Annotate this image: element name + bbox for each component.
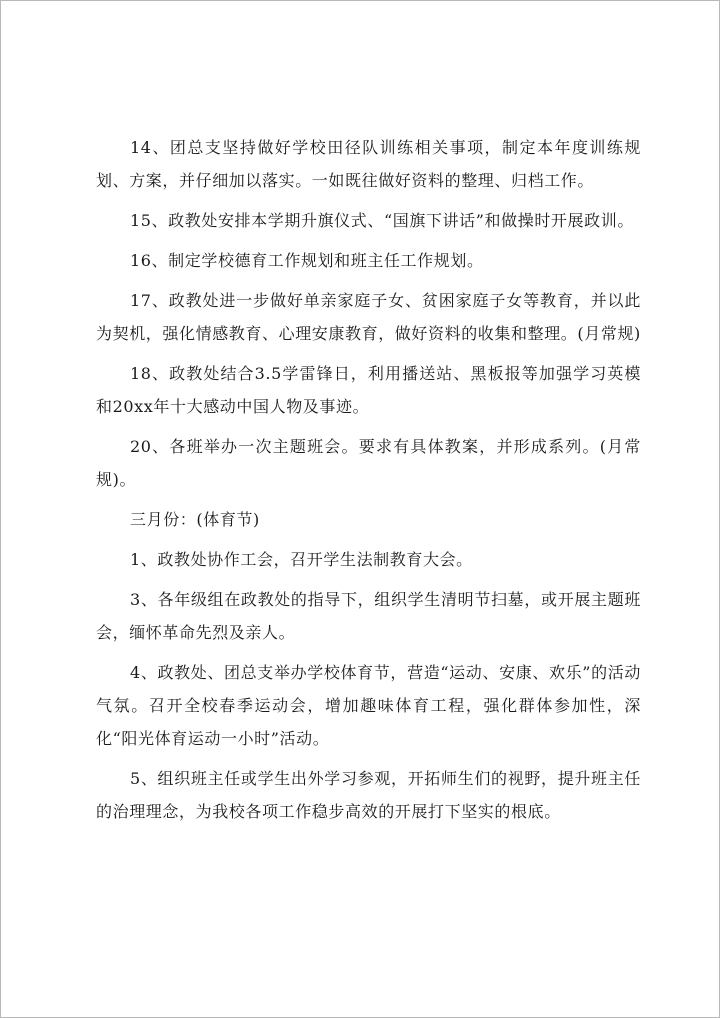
paragraph-item-17: 17、政教处进一步做好单亲家庭子女、贫困家庭子女等教育，并以此为契机，强化情感教育、心理安康教育，做好资料的收集和整理。(月常规)	[96, 291, 641, 343]
paragraph-item-3: 3、各年级组在政教处的指导下，组织学生清明节扫墓，或开展主题班会，缅怀革命先烈及亲人。	[96, 590, 641, 642]
paragraph-item-20: 20、各班举办一次主题班会。要求有具体教案，并形成系列。(月常规)。	[96, 437, 641, 489]
paragraph-item-14: 14、团总支坚持做好学校田径队训练相关事项，制定本年度训练规划、方案，并仔细加以落实。一如既往做好资料的整理、归档工作。	[96, 138, 641, 190]
paragraph-item-15: 15、政教处安排本学期升旗仪式、“国旗下讲话”和做操时开展政训。	[130, 211, 634, 230]
paragraph-item-18: 18、政教处结合3.5学雷锋日，利用播送站、黑板报等加强学习英模和20xx年十大感动中国人物及事迹。	[96, 364, 641, 416]
section-heading-march: 三月份：(体育节)	[130, 510, 260, 529]
paragraph-item-4: 4、政教处、团总支举办学校体育节，营造“运动、安康、欢乐”的活动气氛。召开全校春季运动会，增加趣味体育工程，强化群体参加性，深化“阳光体育运动一小时”活动。	[96, 663, 641, 748]
paragraph-item-1: 1、政教处协作工会，召开学生法制教育大会。	[130, 550, 473, 569]
paragraph-item-16: 16、制定学校德育工作规划和班主任工作规划。	[130, 251, 484, 270]
paragraph-item-5: 5、组织班主任或学生出外学习参观，开拓师生们的视野，提升班主任的治理理念，为我校各项工作稳步高效的开展打下坚实的根底。	[96, 769, 641, 821]
document-body	[96, 131, 641, 835]
